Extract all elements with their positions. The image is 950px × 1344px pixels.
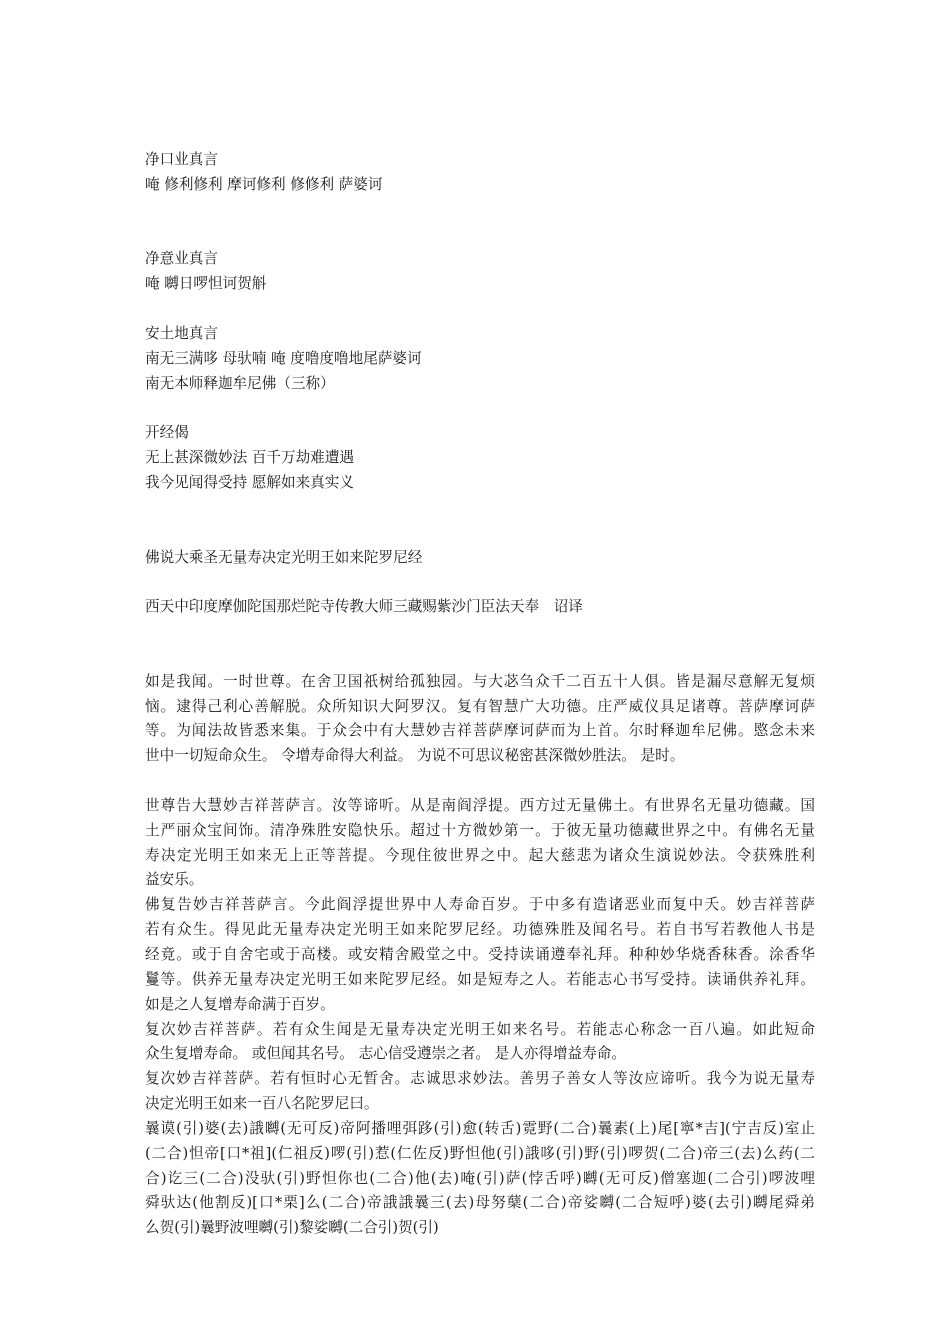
paragraph-1 — [145, 670, 815, 769]
text-line: 么贺(引)曩野波哩嚩(引)黎娑嚩(二合引)贺(引) — [145, 1219, 439, 1237]
text-line: 复次妙吉祥菩萨。若有众生闻是无量寿决定光明王如来名号。若能志心称念一百八遍。如此短命 — [145, 1020, 815, 1038]
text-line: 鬘等。供养无量寿决定光明王如来陀罗尼经。如是短寿之人。若能志心书写受持。读诵供养礼拜。 — [145, 970, 815, 988]
text-line: 土严丽众宝间饰。清净殊胜安隐快乐。超过十方微妙第一。于彼无量功德藏世界之中。有佛名无量 — [145, 821, 815, 839]
text-line: 唵 嚩日啰怛诃贺斛 — [145, 275, 267, 293]
section-heading: 净意业真言 — [145, 250, 218, 268]
text-line: 我今见闻得受持 愿解如来真实义 — [145, 473, 354, 491]
text-line: 如是之人复增寿命满于百岁。 — [145, 995, 335, 1013]
text-line: 经竟。或于自舍宅或于高楼。或安精舍殿堂之中。受持读诵遵奉礼拜。种种妙华烧香秣香。涂香华 — [145, 946, 815, 963]
text-line: 益安乐。 — [145, 871, 204, 889]
text-line: 众生复增寿命。 或但闻其名号。 志心信受遵崇之者。 是人亦得增益寿命。 — [145, 1045, 626, 1063]
text-line: 合)讫三(二合)没驮(引)野怛你也(二合)他(去)唵(引)萨(悖舌呼)嚩(无可反)僧塞迦(二合引)啰波哩 — [145, 1169, 815, 1187]
text-line: 等。为闻法故皆悉来集。于众会中有大慧妙吉祥菩萨摩诃萨而为上首。尔时释迦牟尼佛。愍念未来 — [145, 722, 815, 740]
text-line: 曩谟(引)婆(去)誐嚩(无可反)帝阿播哩弭跢(引)愈(转舌)霓野(二合)曩素(上)尾[寧*吉](宁吉反)室止 — [145, 1119, 815, 1137]
text-line: 世中一切短命众生。 令增寿命得大利益。 为说不可思议秘密甚深微妙胜法。 是时。 — [145, 747, 685, 765]
dharani — [145, 1117, 815, 1241]
section-heading: 安土地真言 — [145, 324, 218, 342]
paragraph-4 — [145, 1018, 815, 1068]
text-line: 世尊告大慧妙吉祥菩萨言。汝等谛听。从是南阎浮提。西方过无量佛土。有世界名无量功德藏。国 — [145, 796, 815, 814]
text-line: 佛复告妙吉祥菩萨言。今此阎浮提世界中人寿命百岁。于中多有造诸恶业而复中夭。妙吉祥菩萨 — [145, 896, 815, 914]
paragraph-3 — [145, 893, 815, 1017]
jingyiye-mantra — [145, 247, 815, 297]
jingkouye-mantra — [145, 148, 815, 198]
document-body — [145, 148, 815, 1241]
antudi-mantra — [145, 322, 815, 397]
text-line: 南无三满哆 母驮喃 唵 度噜度噜地尾萨婆诃 — [145, 349, 422, 367]
text-line: (二合)怛帝[口*祖](仁祖反)啰(引)惹(仁佐反)野怛他(引)誐哆(引)野(引)啰贺(二合)帝三(去)么药(二 — [145, 1144, 815, 1162]
text-line: 佛说大乘圣无量寿决定光明王如来陀罗尼经 — [145, 548, 423, 566]
paragraph-2 — [145, 794, 815, 893]
text-line: 复次妙吉祥菩萨。若有恒时心无暂舍。志诚思求妙法。善男子善女人等汝应谛听。我今为说无量寿 — [145, 1070, 815, 1088]
kaijing-verse — [145, 421, 815, 496]
text-line: 西天中印度摩伽陀国那烂陀寺传教大师三藏赐紫沙门臣法天奉 诏译 — [145, 598, 583, 616]
translator-line — [145, 595, 815, 620]
section-heading: 净口业真言 — [145, 151, 218, 168]
text-line: 寿决定光明王如来无上正等菩提。今现住彼世界之中。起大慈悲为诸众生演说妙法。令获殊胜利 — [145, 846, 815, 864]
text-line: 无上甚深微妙法 百千万劫难遭遇 — [145, 449, 354, 467]
text-line: 如是我闻。一时世尊。在舍卫国祇树给孤独园。与大苾刍众千二百五十人俱。皆是漏尽意解无复烦 — [145, 672, 815, 690]
sutra-title — [145, 546, 815, 571]
text-line: 舜驮达(他割反)[口*栗]么(二合)帝誐誐曩三(去)母努蘖(二合)帝娑嚩(二合短呼)婆(去引)嚩尾舜弟 — [145, 1194, 815, 1212]
text-line: 南无本师释迦牟尼佛（三称） — [145, 374, 335, 392]
section-heading: 开经偈 — [145, 424, 189, 442]
text-line: 恼。逮得己利心善解脱。众所知识大阿罗汉。复有智慧广大功德。庄严威仪具足诸尊。菩萨摩诃萨 — [145, 697, 815, 715]
text-line: 唵 修利修利 摩诃修利 修修利 萨婆诃 — [145, 175, 383, 193]
text-line: 决定光明王如来一百八名陀罗尼曰。 — [145, 1095, 379, 1113]
text-line: 若有众生。得见此无量寿决定光明王如来陀罗尼经。功德殊胜及闻名号。若自书写若教他人书是 — [145, 921, 815, 939]
paragraph-5 — [145, 1067, 815, 1117]
